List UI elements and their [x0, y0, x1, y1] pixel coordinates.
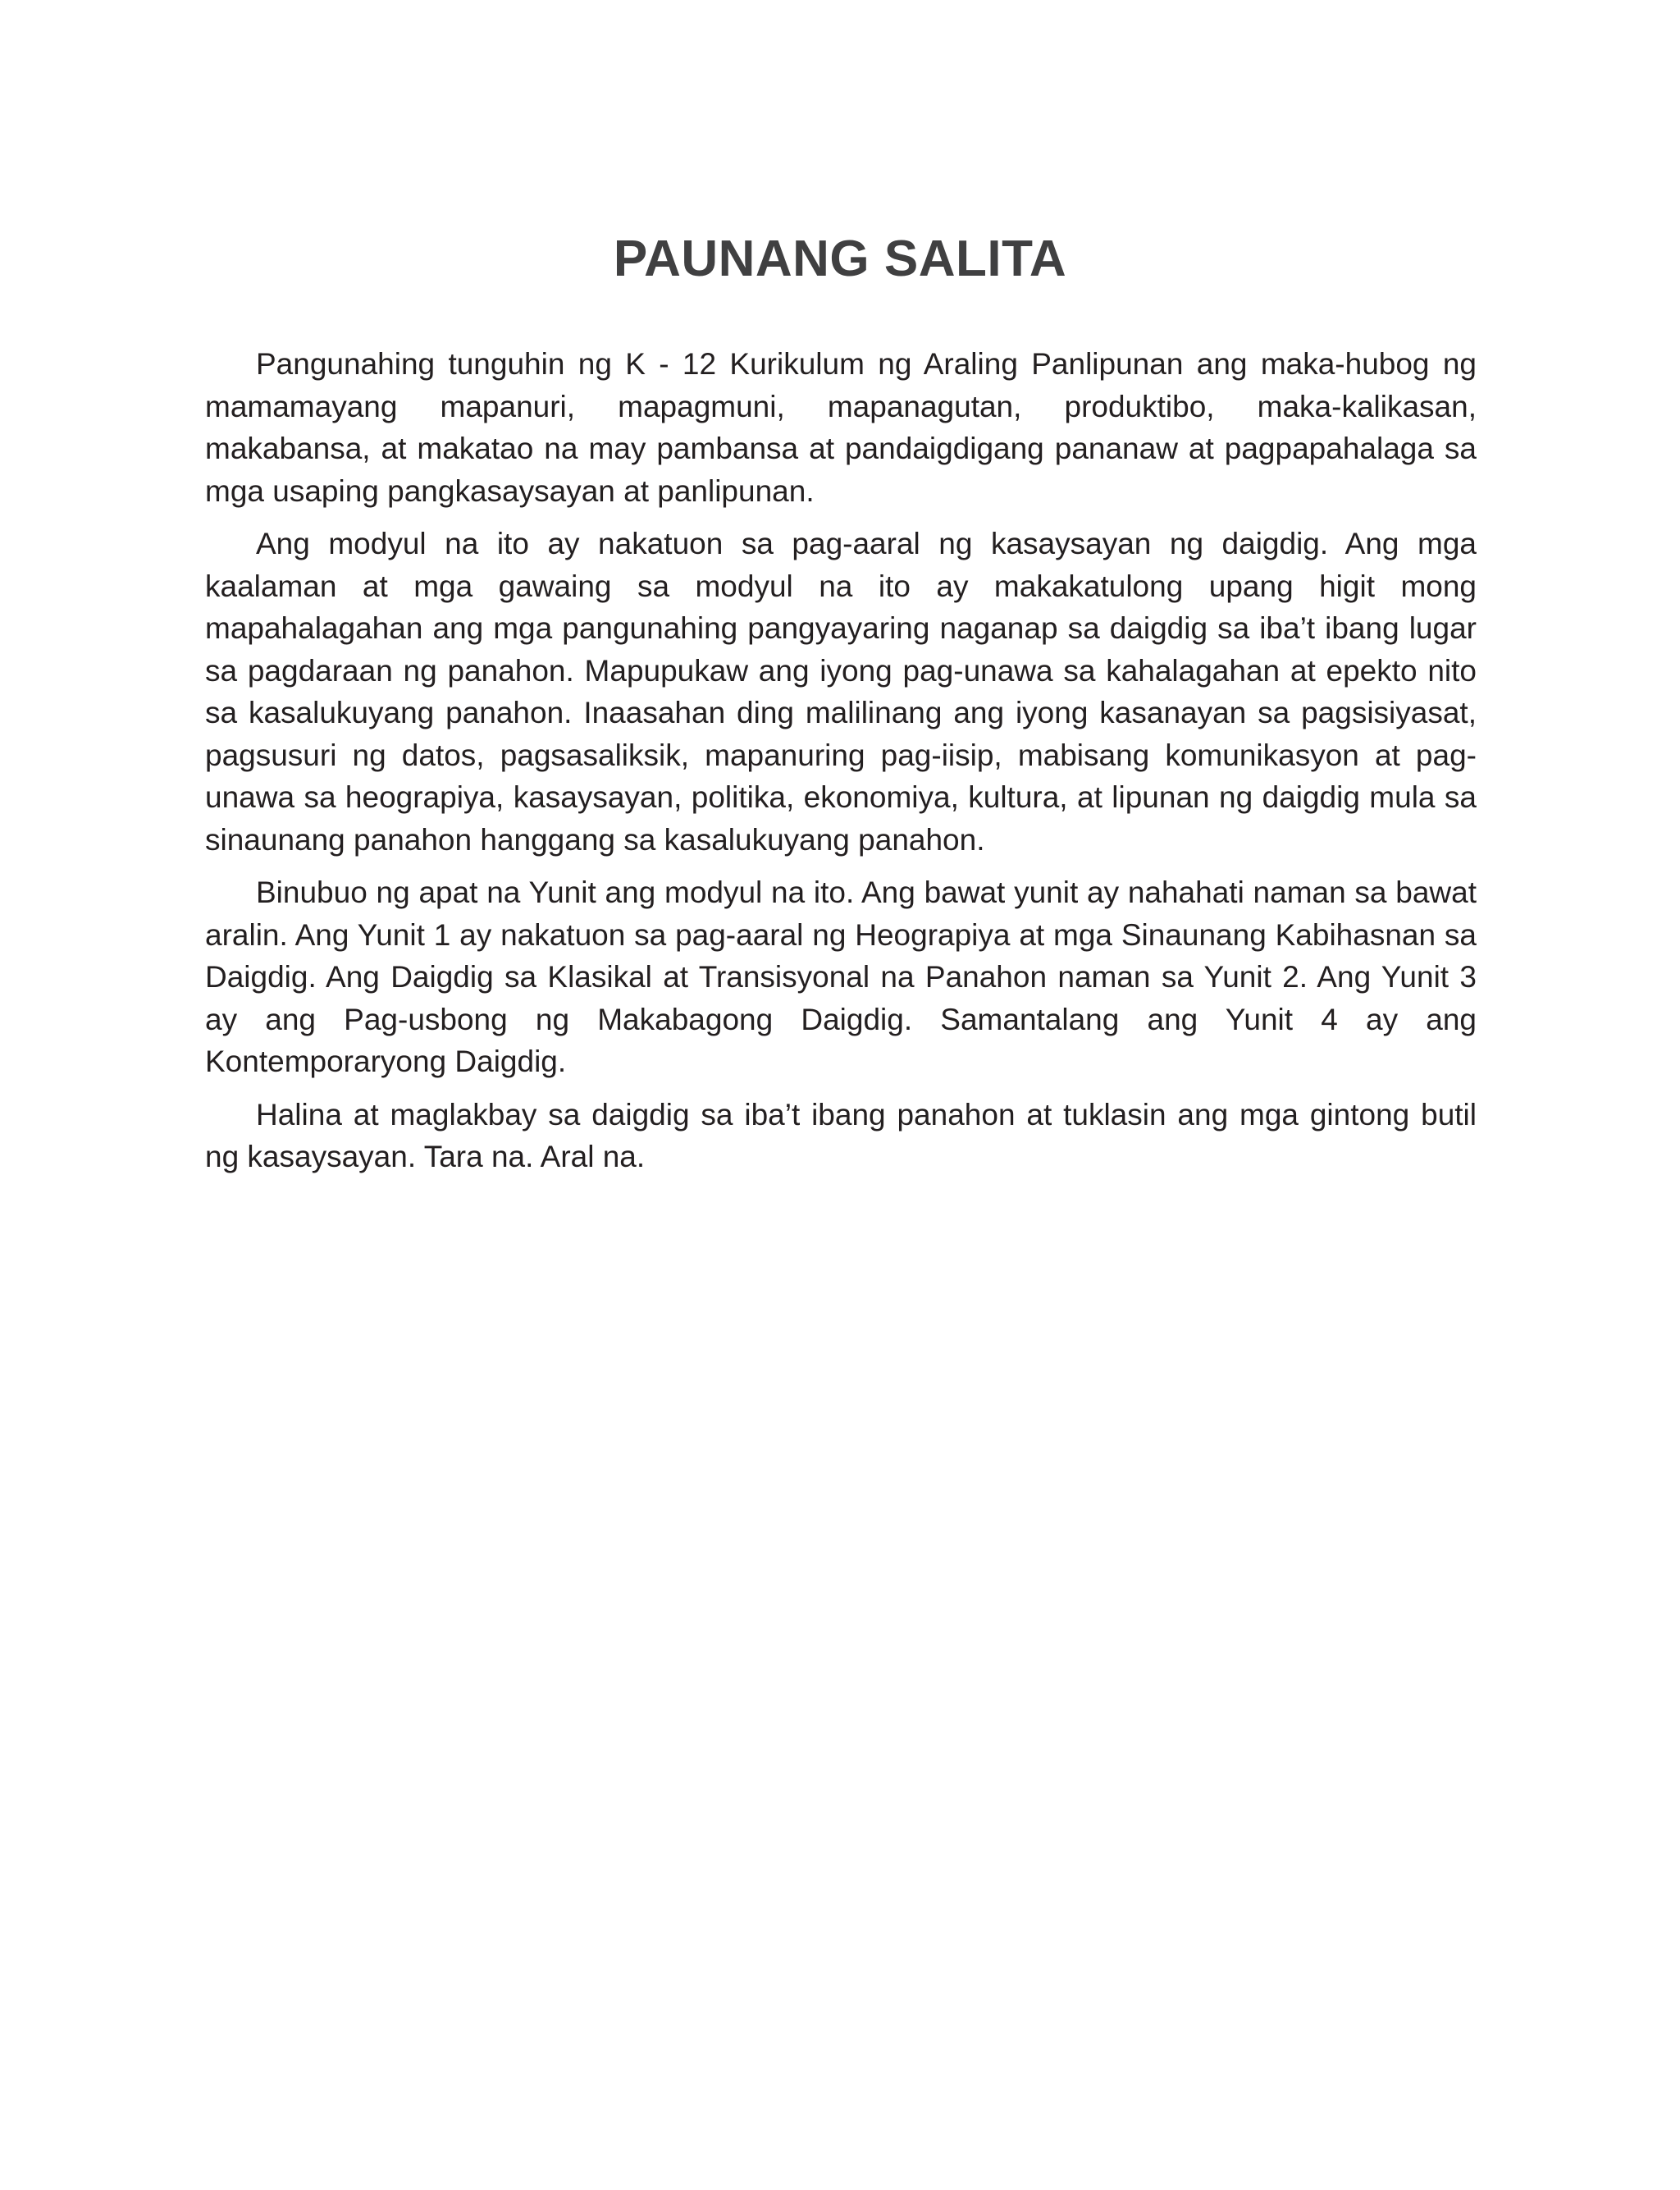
paragraph-3: Binubuo ng apat na Yunit ang modyul na ito. Ang bawat yunit ay nahahati naman sa bawat aralin. Ang Yunit 1 ay nakatuon sa pag-aaral ng Heograpiya at mga Sinaunang Kabihasnan sa Daigdig. Ang Daigdig sa Klasikal at Transisyonal na Panahon naman sa Yunit 2. Ang Yunit 3 ay ang Pag-usbong ng Makabagong Daigdig. Samantalang ang Yunit 4 ay ang Kontemporaryong Daigdig.	[205, 876, 1477, 1078]
body-text	[205, 343, 1477, 1189]
paragraph-4: Halina at maglakbay sa daigdig sa iba’t ibang panahon at tuklasin ang mga gintong butil ng kasaysayan. Tara na. Aral na.	[205, 1097, 1477, 1173]
paragraph-2: Ang modyul na ito ay nakatuon sa pag-aaral ng kasaysayan ng daigdig. Ang mga kaalaman at mga gawaing sa modyul na ito ay makakatulong upang higit mong mapahalagahan ang mga pangunahing pangyayaring naganap sa daigdig sa iba’t ibang lugar sa pagdaraan ng panahon. Mapupukaw ang iyong pag-unawa sa kahalagahan at epekto nito sa kasalukuyang panahon. Inaasahan ding malilinang ang iyong kasanayan sa pagsisiyasat, pagsusuri ng datos, pagsasaliksik, mapanuring pag-iisip, mabisang komunikasyon at pag-unawa sa heograpiya, kasaysayan, politika, ekonomiya, kultura, at lipunan ng daigdig mula sa sinaunang panahon hanggang sa kasalukuyang panahon.	[205, 527, 1477, 857]
paragraph-1: Pangunahing tunguhin ng K - 12 Kurikulum ng Araling Panlipunan ang maka-hubog ng mamamayang mapanuri, mapagmuni, mapanagutan, produktibo, maka-kalikasan, makabansa, at makatao na may pambansa at pandaigdigang pananaw at pagpapahalaga sa mga usaping pangkasaysayan at panlipunan.	[205, 347, 1477, 508]
page-title: PAUNANG SALITA	[613, 231, 1067, 287]
